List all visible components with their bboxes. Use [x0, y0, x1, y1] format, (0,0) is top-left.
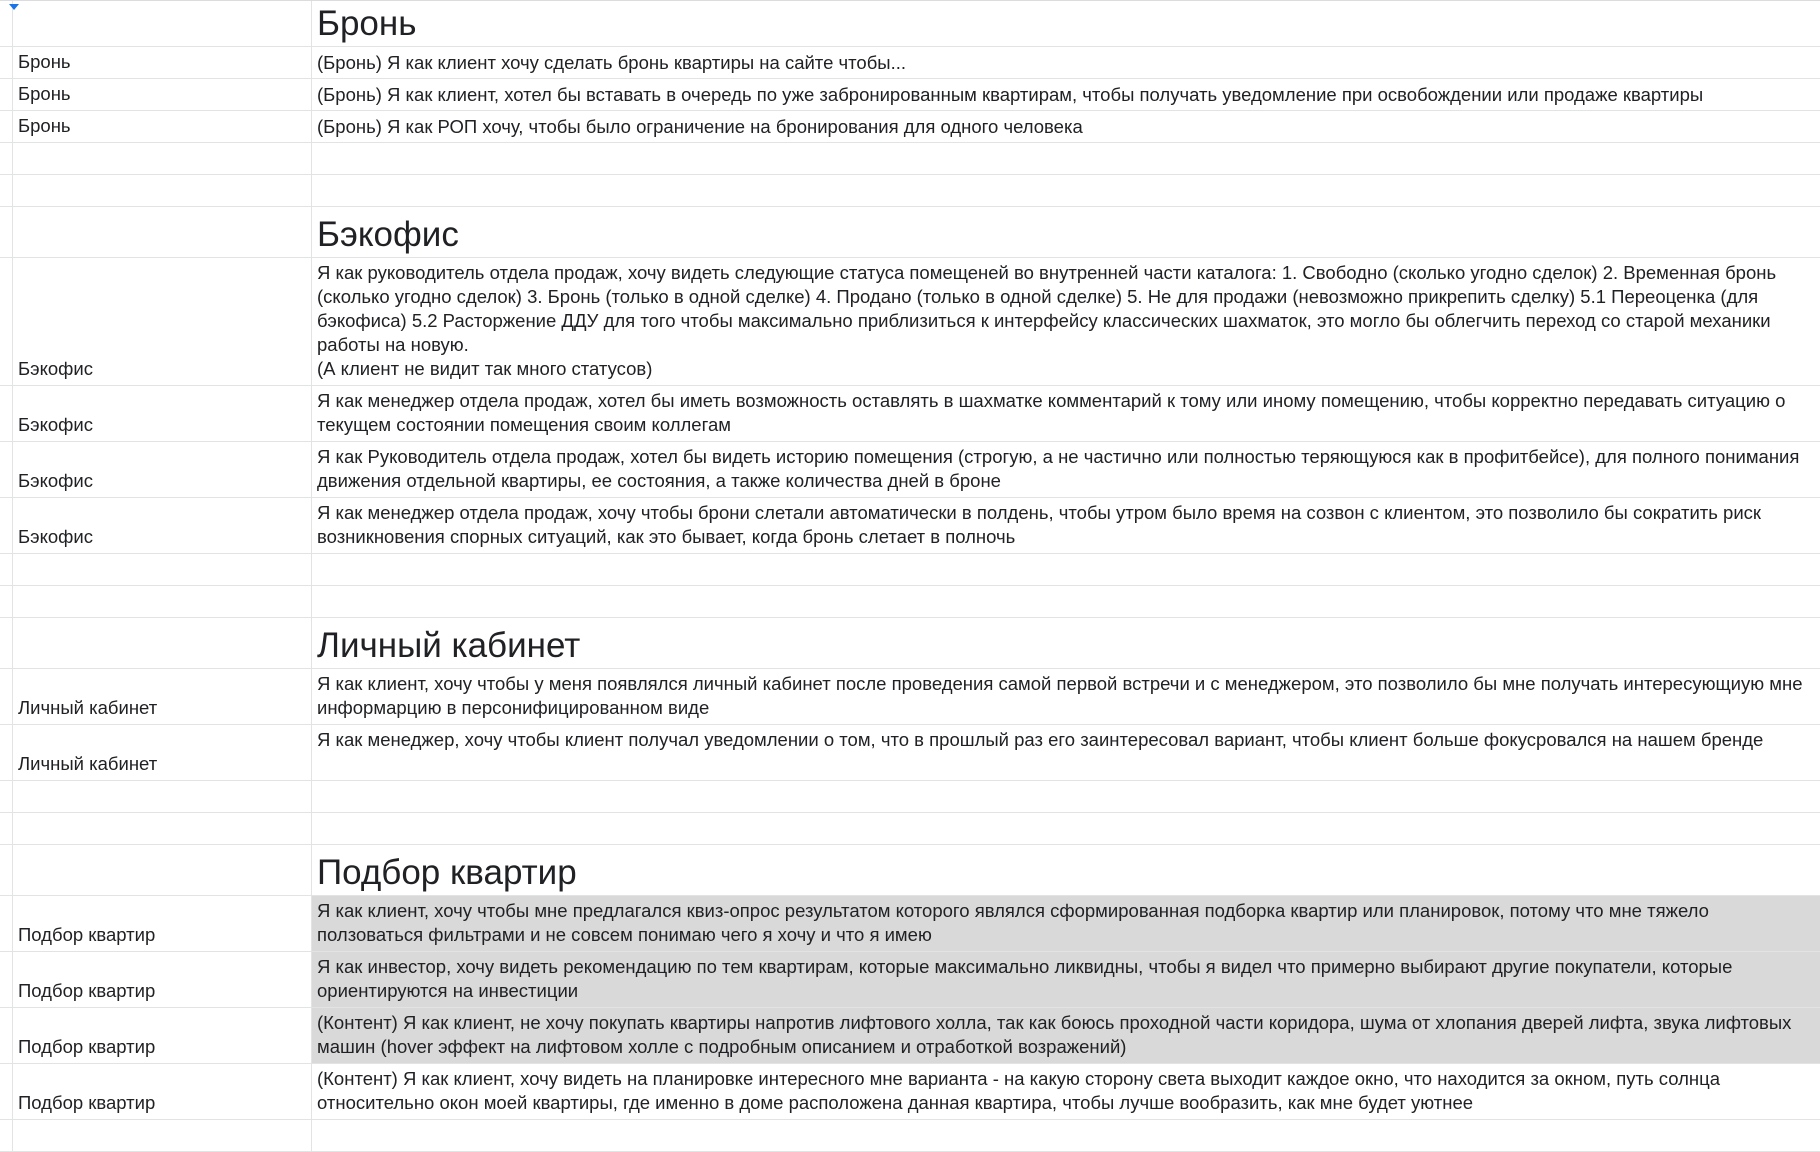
- story-cell[interactable]: [312, 586, 1820, 617]
- row-gutter-cell[interactable]: [0, 586, 13, 617]
- story-text: Я как руководитель отдела продаж, хочу видеть следующие статуса помещеней во внутренней части каталога: 1. Свободно (сколько угодно сделок) 2. Временная бронь (сколько угодно сделок) 3. Бронь (только в одной сделке) 4. Продано (только в одной сделке) 5. Не для продажи (невозможно прикрепить сделку) 5.1 Переоценка (для бэкофиса) 5.2 Расторжение ДДУ для того чтобы максимально приблизиться к интерфейсу классических шахматок, это могло бы облегчить переход со старой механики работы на новую.: [317, 262, 1777, 355]
- category-cell[interactable]: Подбор квартир: [13, 896, 312, 951]
- story-cell[interactable]: Я как клиент, хочу чтобы у меня появлялся личный кабинет после проведения самой первой встречи и с менеджером, это позволило бы мне получать интересующиую мне информарцию в персонифицированном виде: [317, 673, 1803, 718]
- story-cell[interactable]: Я как менеджер отдела продаж, хочу чтобы брони слетали автоматически в полдень, чтобы утром было время на созвон с клиентом, это позволило бы сократить риск возникновения спорных ситуаций, как это бывает, когда бронь слетает в полночь: [317, 502, 1762, 547]
- row-gutter-cell[interactable]: [0, 952, 13, 1007]
- story-cell[interactable]: (Контент) Я как клиент, хочу видеть на планировке интересного мне варианта - на какую сторону света выходит каждое окно, что находится за окном, путь солнца относительно окон моей квартиры, где именно в доме расположена данная квартира, чтобы лучше вообразить, как мне будет уютнее: [317, 1068, 1721, 1113]
- table-row[interactable]: [0, 896, 1820, 952]
- row-gutter-cell[interactable]: [0, 79, 13, 110]
- row-gutter-cell[interactable]: [0, 258, 13, 385]
- category-cell[interactable]: [13, 143, 312, 174]
- table-row[interactable]: [0, 386, 1820, 442]
- table-row[interactable]: [0, 498, 1820, 554]
- category-cell[interactable]: [13, 618, 312, 668]
- story-cell[interactable]: (Бронь) Я как клиент хочу сделать бронь квартиры на сайте чтобы...: [317, 51, 907, 73]
- table-row[interactable]: [0, 79, 1820, 111]
- category-cell[interactable]: Бэкофис: [13, 258, 312, 385]
- row-gutter-cell[interactable]: [0, 813, 13, 844]
- row-gutter-cell[interactable]: [0, 1008, 13, 1063]
- story-cell[interactable]: Я как клиент, хочу чтобы мне предлагался квиз-опрос результатом которого являлся сформированная подборка квартир или планировок, потому что мне тяжело ползоваться фильтрами и не совсем понимаю чего я хочу и что я имею: [312, 896, 1820, 951]
- story-cell[interactable]: [312, 258, 1820, 385]
- empty-row[interactable]: [0, 781, 1820, 813]
- category-cell[interactable]: Бэкофис: [13, 498, 312, 553]
- empty-row[interactable]: [0, 554, 1820, 586]
- story-cell[interactable]: [312, 813, 1820, 844]
- table-row[interactable]: [0, 47, 1820, 79]
- story-cell[interactable]: [312, 781, 1820, 812]
- category-cell[interactable]: [13, 175, 312, 206]
- table-row[interactable]: [0, 669, 1820, 725]
- category-cell[interactable]: Бэкофис: [13, 442, 312, 497]
- row-gutter-cell[interactable]: [0, 725, 13, 780]
- table-row[interactable]: [0, 725, 1820, 781]
- story-cell[interactable]: [312, 554, 1820, 585]
- table-row[interactable]: [0, 258, 1820, 386]
- row-gutter-cell[interactable]: [0, 207, 13, 257]
- story-cell[interactable]: (Бронь) Я как РОП хочу, чтобы было ограничение на бронирования для одного человека: [317, 115, 1083, 137]
- category-cell[interactable]: [13, 586, 312, 617]
- table-row[interactable]: [0, 1064, 1820, 1120]
- section-title[interactable]: Личный кабинет: [317, 626, 581, 665]
- row-gutter-cell[interactable]: [0, 781, 13, 812]
- row-gutter-cell[interactable]: [0, 554, 13, 585]
- category-cell[interactable]: Бэкофис: [13, 386, 312, 441]
- column-resize-marker-icon[interactable]: [9, 4, 19, 10]
- category-cell[interactable]: [13, 1120, 312, 1151]
- story-note: (А клиент не видит так много статусов): [317, 358, 653, 379]
- section-title[interactable]: Подбор квартир: [317, 853, 577, 892]
- table-row[interactable]: [0, 442, 1820, 498]
- section-header-row[interactable]: [0, 207, 1820, 258]
- row-gutter-cell[interactable]: [0, 1120, 13, 1151]
- category-cell[interactable]: Подбор квартир: [13, 1064, 312, 1119]
- story-cell[interactable]: [312, 1120, 1820, 1151]
- row-gutter-cell[interactable]: [0, 845, 13, 895]
- row-gutter-cell[interactable]: [0, 618, 13, 668]
- section-title[interactable]: Бэкофис: [317, 215, 459, 254]
- category-cell[interactable]: Личный кабинет: [13, 725, 312, 780]
- table-row[interactable]: [0, 111, 1820, 143]
- section-header-row[interactable]: [0, 1, 1820, 47]
- row-gutter-cell[interactable]: [0, 111, 13, 142]
- row-gutter-cell[interactable]: [0, 386, 13, 441]
- category-cell[interactable]: Подбор квартир: [13, 1008, 312, 1063]
- empty-row[interactable]: [0, 175, 1820, 207]
- category-cell[interactable]: [13, 1, 312, 46]
- row-gutter-cell[interactable]: [0, 1064, 13, 1119]
- category-cell[interactable]: [13, 207, 312, 257]
- section-header-row[interactable]: [0, 618, 1820, 669]
- empty-row[interactable]: [0, 586, 1820, 618]
- section-title[interactable]: Бронь: [317, 4, 417, 43]
- story-cell[interactable]: (Бронь) Я как клиент, хотел бы вставать в очередь по уже забронированным квартирам, чтобы получать уведомление при освобождении или продаже квартиры: [317, 83, 1704, 105]
- row-gutter-cell[interactable]: [0, 47, 13, 78]
- category-cell[interactable]: Бронь: [13, 79, 312, 110]
- story-cell[interactable]: Я как менеджер, хочу чтобы клиент получал уведомлении о том, что в прошлый раз его заинтересовал вариант, чтобы клиент больше фокусровался на нашем бренде: [317, 729, 1764, 750]
- table-row[interactable]: [0, 952, 1820, 1008]
- row-gutter-cell[interactable]: [0, 442, 13, 497]
- category-cell[interactable]: Бронь: [13, 111, 312, 142]
- story-cell[interactable]: Я как Руководитель отдела продаж, хотел бы видеть историю помещения (строгую, а не частично или полностью теряющуюся как в профитбейсе), для полного понимания движения отдельной квартиры, ее состояния, а также количества дней в броне: [317, 446, 1800, 491]
- story-cell[interactable]: [312, 143, 1820, 174]
- section-header-row[interactable]: [0, 845, 1820, 896]
- empty-row[interactable]: [0, 1120, 1820, 1152]
- row-gutter-cell[interactable]: [0, 143, 13, 174]
- story-cell[interactable]: Я как инвестор, хочу видеть рекомендацию по тем квартирам, которые максимально ликвидны, чтобы я видел что примерно выбирают другие покупатели, которые ориентируются на инвестиции: [312, 952, 1820, 1007]
- category-cell[interactable]: Личный кабинет: [13, 669, 312, 724]
- category-cell[interactable]: [13, 813, 312, 844]
- category-cell[interactable]: Подбор квартир: [13, 952, 312, 1007]
- category-cell[interactable]: [13, 781, 312, 812]
- empty-row[interactable]: [0, 143, 1820, 175]
- row-gutter-cell[interactable]: [0, 669, 13, 724]
- empty-row[interactable]: [0, 813, 1820, 845]
- story-cell[interactable]: [312, 175, 1820, 206]
- category-cell[interactable]: Бронь: [13, 47, 312, 78]
- row-gutter-cell[interactable]: [0, 498, 13, 553]
- category-cell[interactable]: [13, 554, 312, 585]
- story-cell[interactable]: Я как менеджер отдела продаж, хотел бы иметь возможность оставлять в шахматке комментарий к тому или иному помещению, чтобы корректно передавать ситуацию о текущем состоянии помещения своим коллегам: [317, 390, 1786, 435]
- row-gutter-cell[interactable]: [0, 175, 13, 206]
- story-cell[interactable]: (Контент) Я как клиент, не хочу покупать квартиры напротив лифтового холла, так как боюсь проходной части коридора, шума от хлопания дверей лифта, звука лифтовых машин (hover эффект на лифтовом холле с подробным описанием и отработкой возражений): [312, 1008, 1820, 1063]
- row-gutter-cell[interactable]: [0, 896, 13, 951]
- category-cell[interactable]: [13, 845, 312, 895]
- table-row[interactable]: [0, 1008, 1820, 1064]
